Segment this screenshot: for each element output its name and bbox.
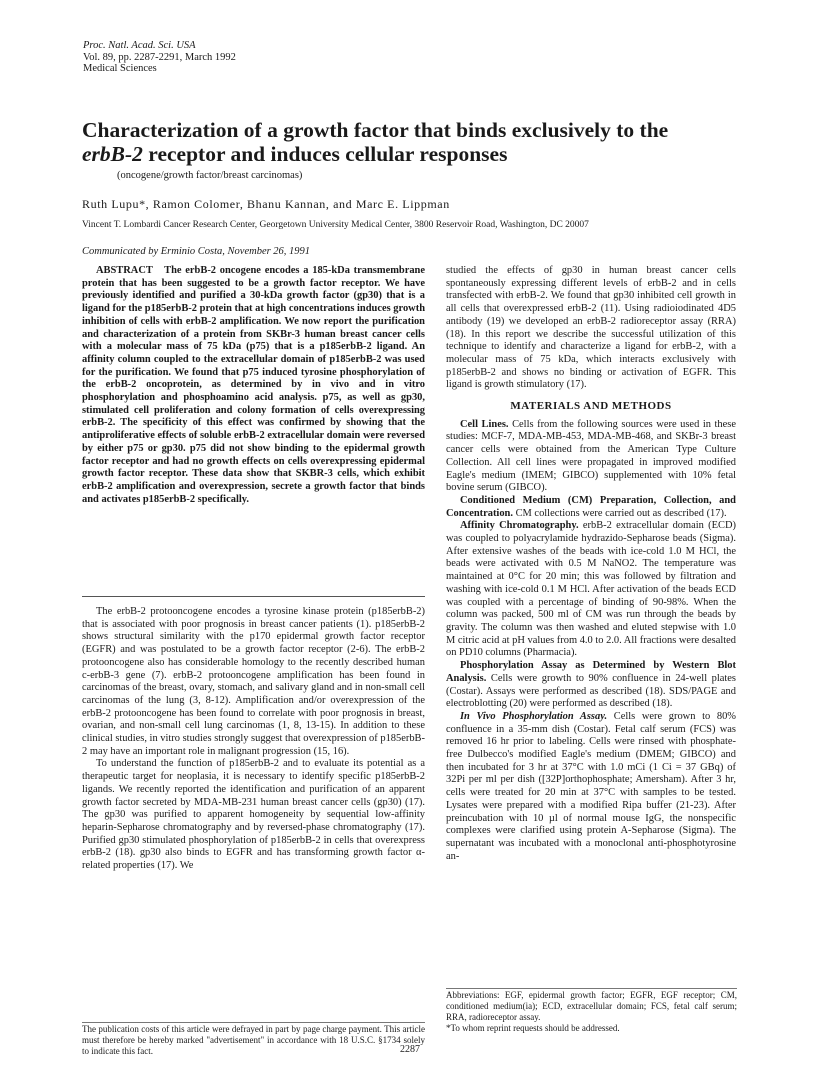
abbreviations-rule xyxy=(446,988,737,989)
section-name: Medical Sciences xyxy=(83,63,157,74)
methods-subheading: Affinity Chromatography. xyxy=(460,520,579,532)
methods-paragraph xyxy=(446,495,736,520)
abstract-text: The erbB-2 oncogene encodes a 185-kDa transmembrane protein that has been suggested to be a growth factor receptor. We have previously identified and purified a 30-kDa growth factor (gp30) that is a ligand for the p185erbB-2 protein that at high concentrations induces growth inhibition of cells with erbB-2 amplification. We now report the purification and characterization of a protein from SKBr-3 human breast cancer cells with a molecular mass of 75 kDa (p75) that is a p185erbB-2 ligand. An affinity column coupled to the extracellular domain of p185erbB-2 was used for the purification. We found that p75 induced tyrosine phosphorylation of the erbB-2 oncoprotein, as determined by in vivo and in vitro phosphorylation and phosphoamino acid analysis. p75, as well as gp30, stimulated cell proliferation and colony formation of cells overexpressing erbB-2. The specificity of this effect was confirmed by showing that the antiproliferative effects of soluble erbB-2 extracellular domain were reversed by either p75 or gp30. p75 did not show binding to the epidermal growth factor receptor and had no growth effects on cells overexpressing epidermal growth factor receptor. These data show that SKBR-3 cells, which exhibit erbB-2 amplification and overexpression, secrete a growth factor that binds and activates p185erbB-2 specifically. xyxy=(82,265,425,505)
journal-header xyxy=(83,40,236,75)
keywords: (oncogene/growth factor/breast carcinomas) xyxy=(117,170,303,181)
page-number: 2287 xyxy=(400,1044,420,1055)
abbreviations: Abbreviations: EGF, epidermal growth factor; EGFR, EGF receptor; CM, conditioned medium(ia); ECD, extracellular domain; FCS, fetal calf serum; RRA, radioreceptor assay. xyxy=(446,990,737,1022)
methods-paragraph xyxy=(446,419,736,495)
reprint-note: *To whom reprint requests should be addressed. xyxy=(446,1023,620,1033)
methods-subheading: Conditioned Medium (CM) Preparation, Collection, and Concentration. xyxy=(446,494,736,519)
abbreviations-footnote xyxy=(446,990,737,1034)
methods-text: erbB-2 extracellular domain (ECD) was coupled to polyacrylamide hydrazido-Sepharose beads (Sigma). After extensive washes of the beads with ice-cold 1.0 M HCl, the beads were activated with 0.5 M NaNO2. The temperature was maintained at 0°C for 20 min; this was followed by filtration and washing with ice-cold 0.1 M HCl. After activation of the beads ECD was coupled with a percentage of binding of 90-98%. When the column was packed, 500 ml of CM was run through the beads by gravity. The column was then washed and eluted stepwise with 1.0 M citric acid at pH values from 4.0 to 2.0. All fractions were desalted on PD10 columns (Pharmacia). xyxy=(446,520,736,659)
right-column xyxy=(446,265,736,863)
methods-text: Cells were growth to 90% confluence in 24-well plates (Costar). Assays were performed as described (18). SDS/PAGE and electroblotting (20) were performed as described (18). xyxy=(446,672,736,710)
abstract xyxy=(82,265,425,506)
title-line-2: receptor and induces cellular responses xyxy=(142,142,508,166)
methods-paragraph xyxy=(446,711,736,863)
methods-subheading: Cell Lines. xyxy=(460,418,509,430)
abstract-label: ABSTRACT xyxy=(96,265,153,276)
introduction xyxy=(82,606,425,873)
article-title xyxy=(82,118,732,166)
methods-text: CM collections were carried out as described (17). xyxy=(512,507,727,519)
right-intro-paragraph: studied the effects of gp30 in human breast cancer cells spontaneously expressing different levels of erbB-2 and in cells transfected with erbB-2. We found that gp30 inhibited cell growth in all cells that overexpressed erbB-2 (11). Using radioiodinated 4D5 antibody (19) we developed an erbB-2 radioreceptor assay (RRA) (18). In this report we describe the successful utilization of this technique to identify and characterize a ligand for erbB-2, with a molecular mass of 75 kDa, which interacts exclusively with p185erbB-2 and shows no binding or activation of EGFR. This ligand is growth stimulatory (17). xyxy=(446,265,736,391)
methods-paragraph xyxy=(446,660,736,711)
footnote-rule xyxy=(82,1022,425,1023)
methods-paragraph xyxy=(446,520,736,660)
methods-text: Cells from the following sources were used in these studies: MCF-7, MDA-MB-453, MDA-MB-468, and SKBr-3 breast cancer cells were obtained from the American Type Culture Collection. All cell lines were propagated in improved modified Eagle's medium (IMEM; GIBCO) supplemented with 10% fetal bovine serum (GIBCO). xyxy=(446,418,736,494)
intro-paragraph-1: The erbB-2 protooncogene encodes a tyrosine kinase protein (p185erbB-2) that is associated with poor prognosis in breast cancer patients (1). p185erbB-2 shows structural similarity with the p170 epidermal growth factor receptor (EGFR) and was postulated to be a growth factor receptor (2-6). The erbB-2 protooncogene also has considerable homology to the recently described human c-erbB-3 gene (7). erbB-2 protooncogene amplification has been found in carcinomas of the breast, ovary, stomach, and salivary gland and in non-small cell carcinomas of the lung (3, 8-12). Amplification and/or overexpression of the erbB-2 protooncogene has been found to correlate with poor prognosis in breast, ovarian, and non-small cell lung carcinomas (1, 8, 13-15). In addition to these clinical studies, in vitro studies strongly suggest that overexpression of p185erbB-2 may have an important role in malignant progression (15, 16). xyxy=(82,606,425,757)
title-line-1: Characterization of a growth factor that binds exclusively to the xyxy=(82,118,669,142)
methods-text: Cells were grown to 80% confluence in a 35-mm dish (Costar). Fetal calf serum (FCS) was removed 16 hr prior to labeling. Cells were rinsed with phosphate-free Dulbecco's modified Eagle's medium (DMEM; GIBCO) and then incubated for 3 hr at 37°C with 1.0 mCi (1 Ci = 37 GBq) of 32Pi per ml per dish ([32P]orthophosphate; Amersham). After 3 hr, cells were treated for 20 min at 37°C with samples to be tested. Lysates were prepared with a modified Ripa buffer (21-23). After preincubation with 10 µl of normal mouse IgG, the nonspecific complexes were clarified using protein A-Sepharose (Sigma). The supernatant was incubated with a monoclonal anti-phosphotyrosine an- xyxy=(446,710,736,862)
abstract-divider xyxy=(82,596,425,597)
affiliation: Vincent T. Lombardi Cancer Research Center, Georgetown University Medical Center, 3800 Reservoir Road, Washington, DC 20007 xyxy=(82,220,589,230)
methods-heading: MATERIALS AND METHODS xyxy=(510,400,672,413)
publication-note: The publication costs of this article were defrayed in part by page charge payment. This article must therefore be hereby marked "advertisement" in accordance with 18 U.S.C. §1734 solely to indicate this fact. xyxy=(82,1024,425,1056)
authors: Ruth Lupu*, Ramon Colomer, Bhanu Kannan, and Marc E. Lippman xyxy=(82,197,450,211)
title-gene: erbB-2 xyxy=(82,142,143,166)
methods-subheading: Phosphorylation Assay as Determined by Western Blot Analysis. xyxy=(446,660,736,684)
journal-name: Proc. Natl. Acad. Sci. USA xyxy=(83,40,196,51)
intro-paragraph-2: To understand the function of p185erbB-2 and to evaluate its potential as a therapeutic target for neoplasia, it is necessary to identify specific p185erbB-2 ligands. We recently reported the identification and purification of an apparent growth factor secreted by MDA-MB-231 human breast cancer cells (gp30) (17). The gp30 was purified to apparent homogeneity by sequential low-affinity heparin-Sepharose chromatography and by reversed-phase chromatography (17). Purified gp30 stimulated phosphorylation of p185erbB-2 in cells that overexpress erbB-2 (18). gp30 also binds to EGFR and has transforming growth factor α-related properties (17). We xyxy=(82,758,425,872)
methods-subheading: In Vivo Phosphorylation Assay. xyxy=(460,710,608,722)
volume-line: Vol. 89, pp. 2287-2291, March 1992 xyxy=(83,51,236,63)
communicated-by: Communicated by Erminio Costa, November 26, 1991 xyxy=(82,246,311,257)
